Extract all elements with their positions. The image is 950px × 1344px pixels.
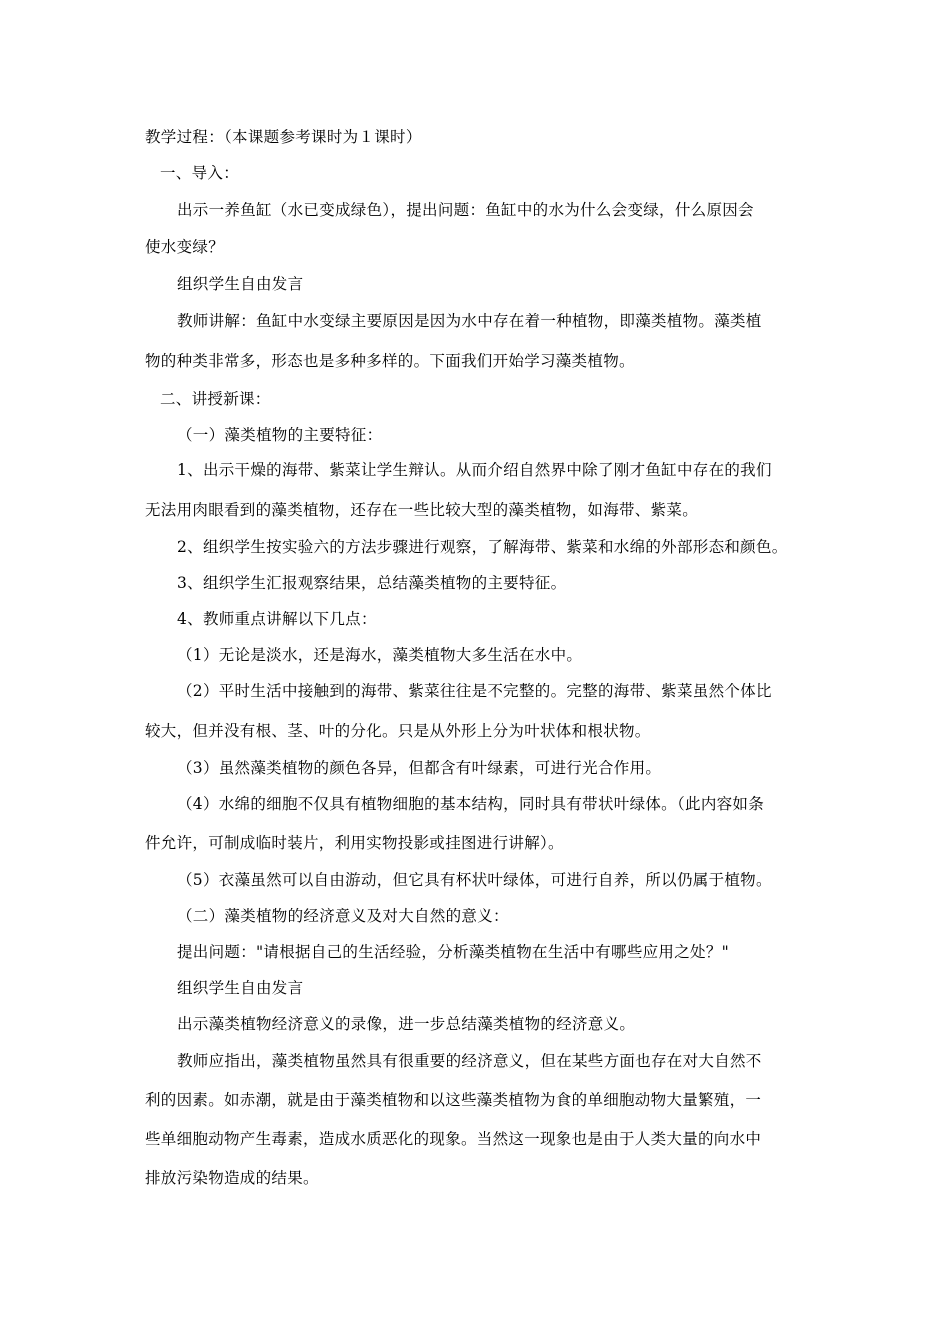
text-line: 件允许，可制成临时装片，利用实物投影或挂图进行讲解）。 — [145, 834, 564, 852]
text-line: （3）虽然藻类植物的颜色各异，但都含有叶绿素，可进行光合作用。 — [177, 759, 662, 777]
text-line: 利的因素。如赤潮，就是由于藻类植物和以这些藻类植物为食的单细胞动物大量繁殖，一 — [145, 1091, 762, 1109]
text-line: （二）藻类植物的经济意义及对大自然的意义： — [177, 907, 509, 925]
text-line: 二、讲授新课： — [160, 390, 271, 408]
text-line: （1）无论是淡水，还是海水，藻类植物大多生活在水中。 — [177, 646, 583, 664]
text-line: （一）藻类植物的主要特征： — [177, 426, 383, 444]
text-line: 出示藻类植物经济意义的录像，进一步总结藻类植物的经济意义。 — [177, 1015, 636, 1033]
text-line: 组织学生自由发言 — [177, 979, 304, 997]
text-line: 1、出示干燥的海带、紫菜让学生辩认。从而介绍自然界中除了刚才鱼缸中存在的我们 — [177, 461, 772, 479]
text-line: （2）平时生活中接触到的海带、紫菜往往是不完整的。完整的海带、紫菜虽然个体比 — [177, 682, 772, 700]
text-line: 物的种类非常多，形态也是多种多样的。下面我们开始学习藻类植物。 — [145, 352, 635, 370]
text-line: 一、导入： — [160, 164, 240, 182]
text-line: 组织学生自由发言 — [177, 275, 304, 293]
text-line: 教师应指出，藻类植物虽然具有很重要的经济意义，但在某些方面也存在对大自然不 — [177, 1052, 762, 1070]
text-line: 较大，但并没有根、茎、叶的分化。只是从外形上分为叶状体和根状物。 — [145, 722, 651, 740]
text-line: 排放污染物造成的结果。 — [145, 1169, 319, 1187]
text-line: 教师讲解：鱼缸中水变绿主要原因是因为水中存在着一种植物，即藻类植物。藻类植 — [177, 312, 762, 330]
text-line: 2、组织学生按实验六的方法步骤进行观察，了解海带、紫菜和水绵的外部形态和颜色。 — [177, 538, 788, 556]
text-line: 无法用肉眼看到的藻类植物，还存在一些比较大型的藻类植物，如海带、紫菜。 — [145, 501, 699, 519]
text-line: 使水变绿？ — [145, 238, 225, 256]
text-line: 些单细胞动物产生毒素，造成水质恶化的现象。当然这一现象也是由于人类大量的向水中 — [145, 1130, 762, 1148]
text-line: 提出问题："请根据自己的生活经验，分析藻类植物在生活中有哪些应用之处？" — [177, 943, 730, 961]
text-line: （5）衣藻虽然可以自由游动，但它具有杯状叶绿体，可进行自养，所以仍属于植物。 — [177, 871, 772, 889]
text-line: 教学过程：（本课题参考课时为１课时） — [145, 128, 422, 146]
text-line: （4）水绵的细胞不仅具有植物细胞的基本结构，同时具有带状叶绿体。（此内容如条 — [177, 795, 765, 813]
text-line: 3、组织学生汇报观察结果，总结藻类植物的主要特征。 — [177, 574, 567, 592]
text-line: 4、教师重点讲解以下几点： — [177, 610, 377, 628]
text-line: 出示一养鱼缸（水已变成绿色），提出问题：鱼缸中的水为什么会变绿，什么原因会 — [177, 201, 754, 219]
